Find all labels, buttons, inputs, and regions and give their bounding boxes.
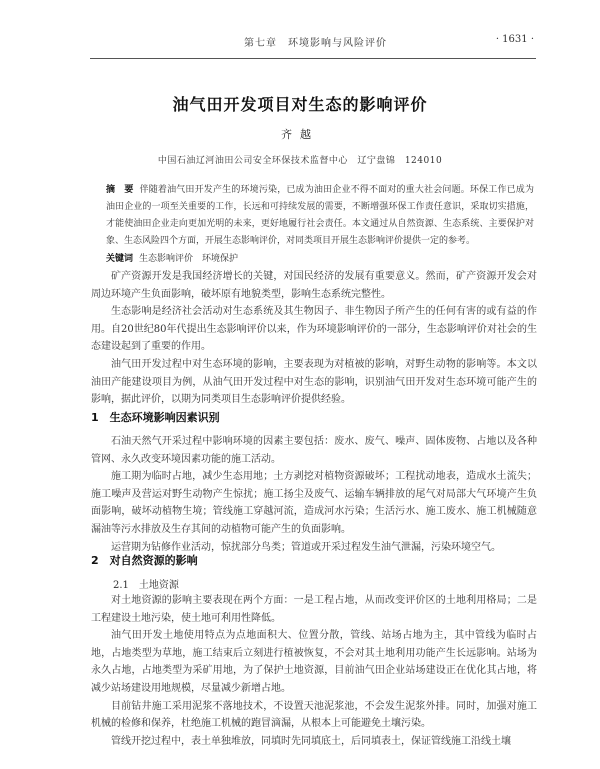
body-paragraph: 管线开挖过程中，表土单独堆放，同填时先同填底土，后同填表土，保证管线施工沿线土壤 — [111, 735, 511, 747]
abstract-text: 伴随着油气田开发产生的环境污染，已成为油田企业不得不面对的重大社会问题。环保工作已成为油田企业的一项至关重要的工作，长远和可持续发展的需要，不断增强环保工作责任意识，采取切实措施，才能使油田企业走向更加光明的未来，更好地履行社会责任。本文通过从自然资源、生态系统、主要保护对象、生态风险四个方面，开展生态影响评价，对同类项目开展生态影响评价提供一定的参考。 — [106, 185, 534, 246]
body-paragraph: 目前钻井施工采用泥浆不落地技术，不设置天池泥浆池，不会发生泥浆外排。同时，加强对施工机械的检修和保养，杜绝施工机械的跑冒滴漏，从根本上可能避免土壤污染。 — [91, 700, 537, 730]
keywords — [106, 251, 534, 268]
body-paragraph: 生态影响是经济社会活动对生态系统及其生物因子、非生物因子所产生的任何有害的或有益的作用。自20世纪80年代提出生态影响评价以来，作为环境影响评价的一部分，生态影响评价对社会的生态建设起到了重要的作用。 — [91, 306, 537, 353]
body-paragraph: 对土地资源的影响主要表现在两个方面：一是工程占地，从而改变评价区的土地利用格局；二是工程建设土地污染，使土地可利用性降低。 — [91, 595, 537, 624]
running-head-chapter: 第七章 环境影响与风险评价 — [244, 38, 387, 49]
paper-affiliation: 中国石油辽河油田公司安全环保技术监督中心 辽宁盘锦 124010 — [157, 156, 443, 166]
running-head-page-number: · 1631 · — [495, 34, 534, 45]
keywords-label: 关键词 — [106, 254, 134, 264]
keywords-text: 生态影响评价 环境保护 — [139, 254, 239, 264]
section-heading: 2 对自然资源的影响 — [91, 554, 198, 567]
subsection-heading: 2.1 土地资源 — [113, 580, 179, 591]
running-head — [0, 34, 600, 50]
section-2-body — [91, 592, 537, 750]
section-1-body — [91, 433, 537, 556]
paper-author: 齐越 — [281, 128, 319, 141]
body-paragraph: 油气田开发过程中对生态环境的影响，主要表现为对植被的影响，对野生动物的影响等。本文以油田产能建设项目为例，从油气田开发过程中对生态的影响，识别油气田开发对生态环境可能产生的影响，据此评价，以期为同类项目生态影响评价提供经验。 — [91, 358, 537, 406]
introduction — [91, 268, 537, 409]
section-heading: 1 生态环境影响因素识别 — [91, 411, 220, 424]
abstract — [106, 182, 534, 250]
body-paragraph: 矿产资源开发是我国经济增长的关键，对国民经济的发展有重要意义。然而，矿产资源开发会对周边环境产生负面影响，破坏原有地貌类型，影响生态系统完整性。 — [91, 271, 537, 300]
body-paragraph: 施工期为临时占地，减少生态用地；土方剥挖对植物资源破坏；工程扰动地表，造成水土流失；施工噪声及营运对野生动物产生惊扰；施工扬尘及废气、运输车辆排放的尾气对局部大气环境产生负面影响，破坏动植物生境；管线施工穿越河流，造成河水污染；生活污水、施工废水、施工机械随意漏油等污水排放及生存其间的动植物可能产生的负面影响。 — [91, 471, 537, 535]
body-paragraph: 运营期为钻修作业活动，惊扰部分鸟类；管道或开采过程发生油气泄漏，污染环境空气。 — [111, 541, 501, 553]
header-rule — [90, 58, 536, 59]
body-paragraph: 油气田开发土地使用特点为点地面积大、位置分散，管线、站场占地为主，其中管线为临时占地，占地类型为草地，施工结束后立刻进行植被恢复，不会对其土地利用功能产生长远影响。站场为永久占地，占地类型为采矿用地，为了保护土地资源，目前油气田企业站场建设正在优化其占地，将减少站场建设用地规模，尽量减少新增占地。 — [91, 630, 537, 694]
paper-title: 油气田开发项目对生态的影响评价 — [172, 95, 428, 114]
abstract-label: 摘 要 — [106, 185, 134, 195]
body-paragraph: 石油天然气开采过程中影响环境的因素主要包括：废水、废气、噪声、固体废物、占地以及各种管网、永久改变环境因素功能的施工活动。 — [91, 436, 537, 465]
